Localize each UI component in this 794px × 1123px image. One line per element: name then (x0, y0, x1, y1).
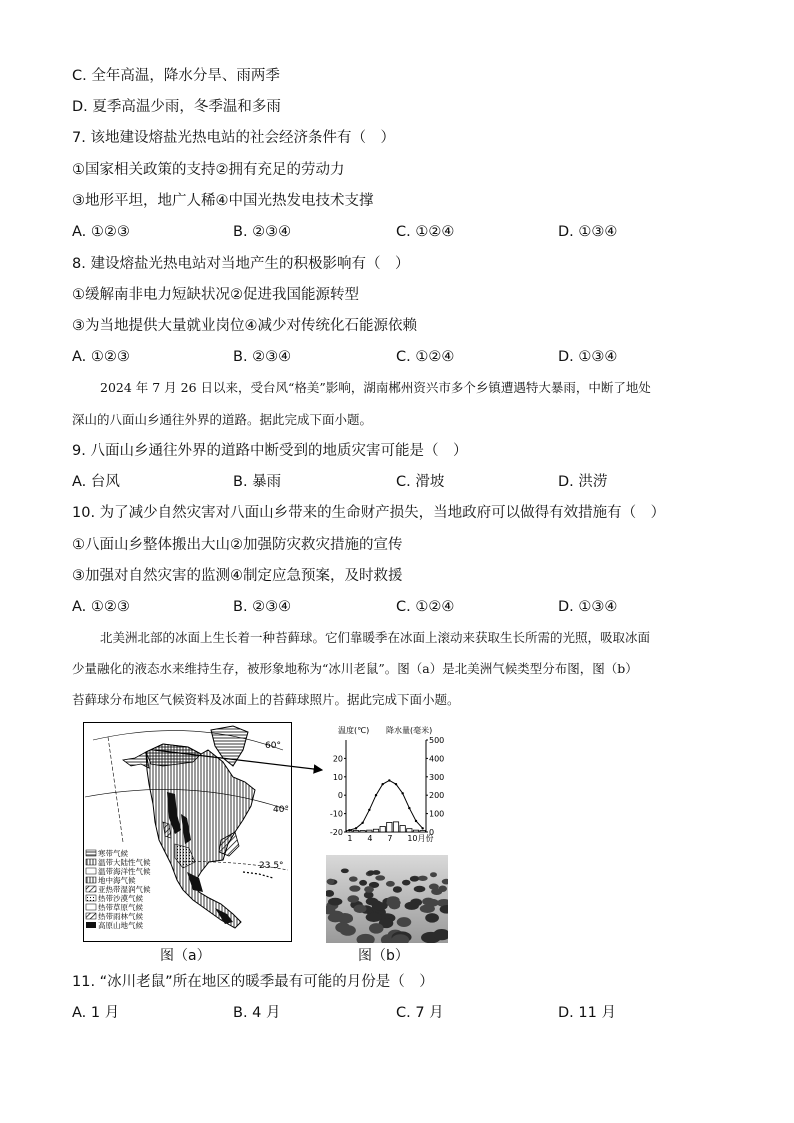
precip-tick-label: 500 (429, 736, 445, 745)
moss-ball (425, 913, 439, 922)
precip-bar (407, 829, 412, 832)
q8-items-line2: ③为当地提供大量就业岗位④减少对传统化石能源依赖 (72, 318, 417, 334)
moss-ball (354, 904, 367, 912)
q8-option-b[interactable]: B. ②③④ (233, 349, 292, 365)
q8-option-c[interactable]: C. ①②④ (396, 349, 455, 365)
lat-label-23: 23.5° (259, 861, 284, 871)
legend-label-subtropical: 亚热带湿润气候 (98, 885, 151, 894)
legend-label-savanna: 热带草原气候 (98, 903, 143, 912)
q7-option-b[interactable]: B. ②③④ (233, 224, 292, 240)
moss-ball (386, 899, 400, 907)
legend-label-rainforest: 热带雨林气候 (98, 912, 143, 921)
q7-option-c[interactable]: C. ①②④ (396, 224, 455, 240)
legend-label-oceanic: 温带海洋性气候 (98, 867, 151, 876)
precip-bar (360, 831, 365, 832)
q9-option-d[interactable]: D. 洪涝 (558, 474, 608, 490)
temperature-point (368, 809, 370, 811)
temperature-point (415, 820, 417, 822)
moss-ball (347, 895, 359, 902)
q8-items-line1: ①缓解南非电力短缺状况②促进我国能源转型 (72, 287, 359, 303)
q7-option-d[interactable]: D. ①③④ (558, 224, 618, 240)
temperature-point (421, 827, 423, 829)
precip-tick-label: 200 (429, 791, 445, 801)
precip-bar (353, 831, 358, 832)
q9-option-b[interactable]: B. 暴雨 (233, 474, 282, 490)
moss-ball (405, 902, 419, 910)
month-tick-label: 1 (347, 834, 353, 843)
precip-bar (420, 831, 425, 832)
legend-swatch-polar (86, 850, 96, 856)
temperature-point (361, 822, 363, 824)
q7-items-line1: ①国家相关政策的支持②拥有充足的劳动力 (72, 162, 345, 178)
q9-option-c[interactable]: C. 滑坡 (396, 474, 445, 490)
glacier-passage-line2: 少量融化的液态水来维持生存，被形象地称为“冰川老鼠”。图（a）是北美洲气候类型分布图，图（b） (72, 661, 638, 676)
q10-items-line1: ①八面山乡整体搬出大山②加强防灾救灾措施的宣传 (72, 537, 403, 553)
q10-items-line2: ③加强对自然灾害的监测④制定应急预案，及时救援 (72, 568, 403, 584)
moss-ball (410, 876, 419, 881)
legend-label-continental: 温带大陆性气候 (98, 858, 151, 867)
moss-ball (402, 880, 410, 886)
precip-bar (373, 829, 378, 832)
map-legend (86, 848, 151, 930)
moss-ball (369, 923, 383, 934)
legend-label-highland: 高原山地气候 (98, 921, 143, 930)
glacier-passage-line3: 苔藓球分布地区气候资料及冰面上的苔藓球照片。据此完成下面小题。 (72, 692, 460, 707)
temp-tick-label: 20 (332, 754, 343, 764)
lat-label-40: 40° (273, 805, 289, 815)
moss-ball (327, 879, 335, 885)
lat-label-60: 60° (265, 741, 281, 751)
month-tick-label: 7 (387, 834, 393, 843)
temp-tick-label: -20 (330, 828, 343, 837)
precip-bar (393, 822, 398, 832)
q8-stem: 8. 建设熔盐光热电站对当地产生的积极影响有（ ） (72, 256, 410, 272)
moss-ball (359, 880, 367, 886)
typhoon-passage-line2: 深山的八面山乡通往外界的道路。据此完成下面小题。 (72, 412, 373, 427)
moss-ball (366, 913, 382, 922)
q10-option-a[interactable]: A. ①②③ (72, 599, 130, 615)
q7-stem: 7. 该地建设熔盐光热电站的社会经济条件有（ ） (72, 130, 395, 146)
moss-ball (328, 898, 342, 906)
precip-tick-label: 300 (429, 772, 445, 782)
q7-items-line2: ③地形平坦，地广人稀④中国光热发电技术支撑 (72, 193, 374, 209)
temp-tick-label: -10 (330, 809, 343, 819)
temperature-point (395, 783, 397, 785)
temperature-point (401, 792, 403, 794)
legend-label-polar: 寒带气候 (98, 849, 128, 858)
temperature-point (348, 829, 350, 831)
legend-swatch-mediterranean (86, 877, 96, 883)
q10-option-d[interactable]: D. ①③④ (558, 599, 618, 615)
precip-bar (367, 830, 372, 832)
precip-bar (413, 830, 418, 832)
figure-b-caption: 图（b） (358, 948, 409, 964)
legend-label-mediterranean: 地中海气候 (98, 876, 136, 885)
moss-ball (367, 870, 375, 875)
moss-ball (364, 886, 374, 893)
q11-option-c[interactable]: C. 7 月 (396, 1005, 444, 1021)
q11-option-b[interactable]: B. 4 月 (233, 1005, 281, 1021)
moss-ball (337, 913, 353, 922)
precip-tick-label: 0 (429, 828, 435, 837)
moss-ball (349, 876, 358, 881)
moss-ball (349, 885, 360, 891)
q8-option-d[interactable]: D. ①③④ (558, 349, 618, 365)
q11-option-a[interactable]: A. 1 月 (72, 1005, 120, 1021)
climate-chart (330, 722, 455, 847)
precip-bar (387, 822, 392, 832)
q8-option-a[interactable]: A. ①②③ (72, 349, 130, 365)
precip-bar (400, 826, 405, 832)
moss-ball (393, 886, 402, 893)
q11-option-d[interactable]: D. 11 月 (558, 1005, 616, 1021)
moss-ball (375, 875, 385, 880)
legend-label-desert: 热带沙漠气候 (98, 894, 143, 903)
temperature-point (355, 827, 357, 829)
month-tick-label: 10月份 (407, 834, 434, 843)
moss-ball (414, 886, 426, 892)
temperature-line (349, 780, 422, 830)
q10-stem: 10. 为了减少自然灾害对八面山乡带来的生命财产损失，当地政府可以做得有效措施有（ ） (72, 505, 666, 521)
q7-option-a[interactable]: A. ①②③ (72, 224, 130, 240)
temperature-point (388, 779, 390, 781)
q9-option-a[interactable]: A. 台风 (72, 474, 120, 490)
moss-ball-photo (326, 855, 448, 943)
legend-swatch-subtropical (86, 886, 96, 892)
q11-stem: 11. “冰川老鼠”所在地区的暖季最有可能的月份是（ ） (72, 974, 434, 990)
legend-swatch-rainforest (86, 913, 96, 919)
temperature-point (408, 807, 410, 809)
q10-option-c[interactable]: C. ①②④ (396, 599, 455, 615)
glacier-passage-line1: 北美洲北部的冰面上生长着一种苔藓球。它们靠暖季在冰面上滚动来获取生长所需的光照，吸取冰面 (100, 630, 651, 645)
legend-swatch-savanna (86, 904, 96, 910)
figure-a-caption: 图（a） (160, 948, 211, 964)
temperature-point (375, 794, 377, 796)
q6-option-d: D. 夏季高温少雨，冬季温和多雨 (72, 99, 281, 115)
precip-bar (380, 826, 385, 832)
precip-tick-label: 100 (429, 809, 445, 819)
typhoon-passage-line1: 2024 年 7 月 26 日以来，受台风“格美”影响，湖南郴州资兴市多个乡镇遭遇特大暴雨，中断了地处 (100, 380, 651, 395)
moss-ball (386, 881, 395, 887)
precip-tick-label: 400 (429, 754, 445, 764)
moss-ball (430, 872, 437, 877)
temp-tick-label: 10 (332, 772, 343, 782)
temp-tick-label: 0 (337, 791, 343, 801)
moss-ball (373, 902, 388, 910)
precip-axis-title: 降水量(毫米) (386, 726, 433, 735)
moss-ball (397, 917, 412, 927)
month-tick-label: 4 (367, 834, 373, 843)
temperature-point (381, 783, 383, 785)
pointer-arrow (150, 748, 330, 778)
moss-ball (341, 868, 349, 873)
legend-swatch-continental (86, 859, 96, 865)
legend-swatch-desert (86, 895, 96, 901)
legend-swatch-highland (86, 922, 96, 928)
q6-option-c: C. 全年高温，降水分旱、雨两季 (72, 68, 280, 84)
moss-ball (420, 904, 435, 912)
moss-ball (431, 888, 442, 895)
moss-ball (340, 925, 356, 936)
q10-option-b[interactable]: B. ②③④ (233, 599, 292, 615)
q9-stem: 9. 八面山乡通往外界的道路中断受到的地质灾害可能是（ ） (72, 443, 468, 459)
temp-axis-title: 温度(℃) (338, 726, 370, 735)
legend-swatch-oceanic (86, 868, 96, 874)
